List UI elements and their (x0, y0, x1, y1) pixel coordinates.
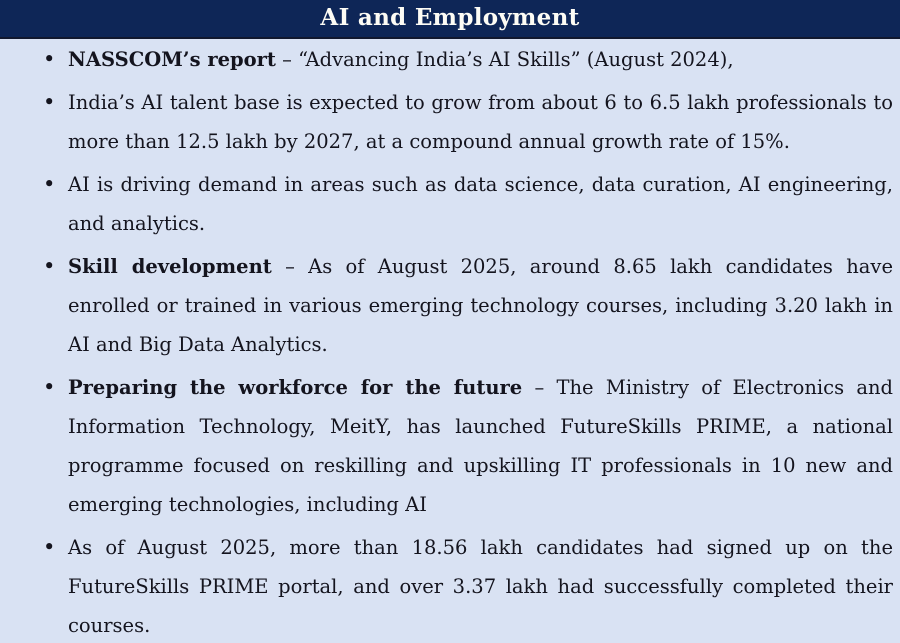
bullet-item: • India’s AI talent base is expected to grow from about 6 to 6.5 lakh professionals to more than 12.5 lakh by 2027, at a compound annual growth rate of 15%. (68, 83, 893, 161)
title-bar (0, 0, 900, 39)
bullet-item: • AI is driving demand in areas such as data science, data curation, AI engineering, and analytics. (68, 165, 893, 243)
bullet-item: • NASSCOM’s report – “Advancing India’s AI Skills” (August 2024), (68, 40, 893, 79)
bullet-item: • Skill development – As of August 2025, around 8.65 lakh candidates have enrolled or trained in various emerging technology courses, including 3.20 lakh in AI and Big Data Analytics. (68, 247, 893, 364)
bullet-lead-bold: Skill development (68, 255, 272, 278)
page-title: AI and Employment (320, 4, 580, 31)
content-area (0, 39, 900, 643)
bullet-item: • Preparing the workforce for the future – The Ministry of Electronics and Information Technology, MeitY, has launched FutureSkills PRIME, a national programme focused on reskilling and upskilling IT professionals in 10 new and emerging technologies, including AI (68, 368, 893, 524)
bullet-lead-bold: NASSCOM’s report (68, 48, 276, 71)
bullet-item: • As of August 2025, more than 18.56 lakh candidates had signed up on the FutureSkills PRIME portal, and over 3.37 lakh had successfully completed their courses. (68, 528, 893, 643)
bullet-list (0, 39, 900, 643)
bullet-lead-bold: Preparing the workforce for the future (68, 376, 523, 399)
